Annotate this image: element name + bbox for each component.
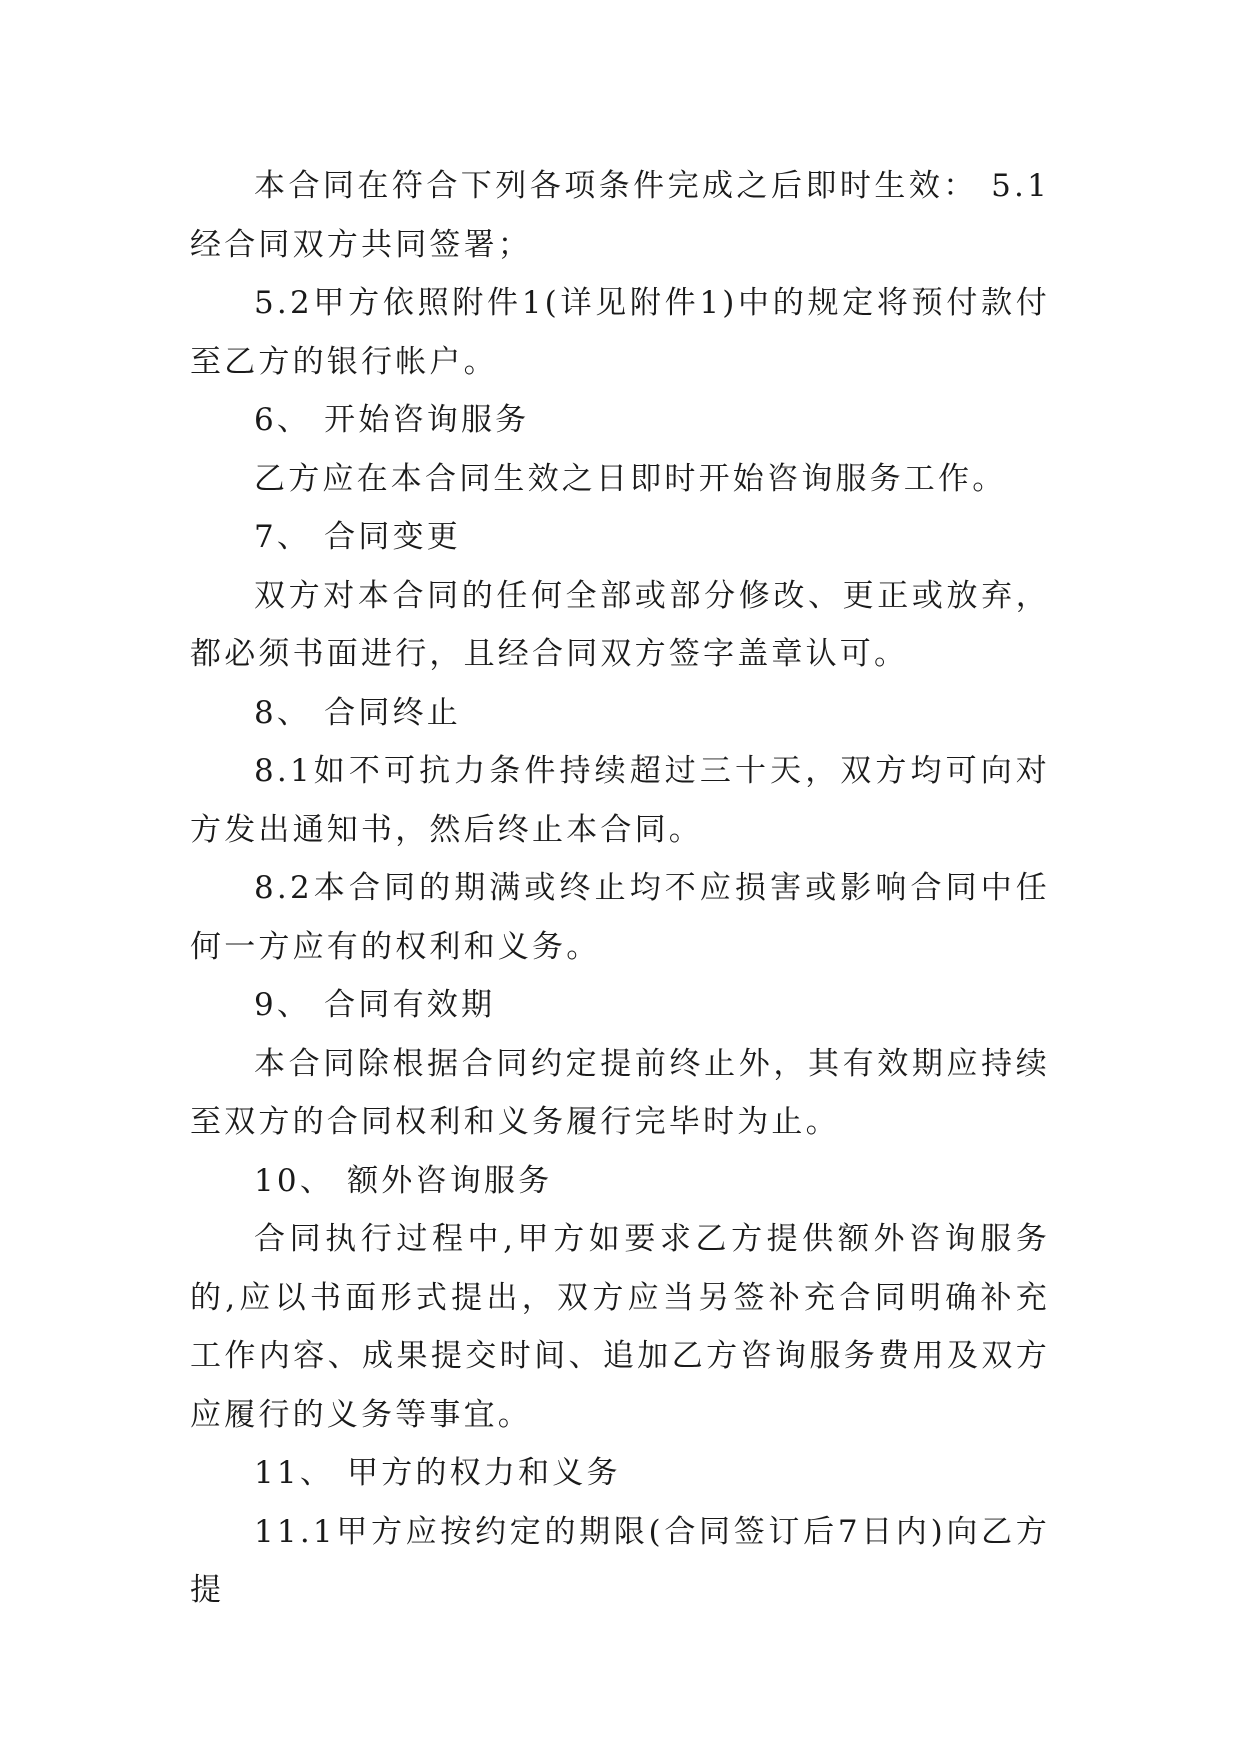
paragraph-extra-service: 合同执行过程中,甲方如要求乙方提供额外咨询服务的,应以书面形式提出，双方应当另签补充合同明确补充工作内容、成果提交时间、追加乙方咨询服务费用及双方应履行的义务等事宜。 <box>190 1221 1050 1433</box>
heading-contract-change: 7、 合同变更 <box>254 519 461 555</box>
heading-start-service: 6、 开始咨询服务 <box>254 402 530 438</box>
paragraph-termination-8-1: 8.1如不可抗力条件持续超过三十天，双方均可向对方发出通知书，然后终止本合同。 <box>190 753 1050 848</box>
paragraph-effective-conditions: 本合同在符合下列各项条件完成之后即时生效： 5.1经合同双方共同签署； <box>190 168 1050 263</box>
paragraph-party-a-11-1: 11.1甲方应按约定的期限(合同签订后7日内)向乙方提 <box>190 1513 1050 1608</box>
heading-extra-service: 10、 额外咨询服务 <box>254 1162 553 1199</box>
paragraph-start-service: 乙方应在本合同生效之日即时开始咨询服务工作。 <box>254 460 1007 497</box>
document-body <box>190 157 1050 1620</box>
heading-party-a-rights: 11、 甲方的权力和义务 <box>254 1455 621 1491</box>
paragraph-contract-change: 双方对本合同的任何全部或部分修改、更正或放弃，都必须书面进行，且经合同双方签字盖章认可。 <box>190 577 1050 672</box>
heading-contract-termination: 8、 合同终止 <box>254 694 461 731</box>
heading-validity-period: 9、 合同有效期 <box>254 987 496 1023</box>
paragraph-advance-payment: 5.2甲方依照附件1(详见附件1)中的规定将预付款付至乙方的银行帐户。 <box>190 285 1050 380</box>
paragraph-termination-8-2: 8.2本合同的期满或终止均不应损害或影响合同中任何一方应有的权利和义务。 <box>190 870 1050 965</box>
paragraph-validity-period: 本合同除根据合同约定提前终止外，其有效期应持续至双方的合同权利和义务履行完毕时为止。 <box>190 1045 1050 1140</box>
